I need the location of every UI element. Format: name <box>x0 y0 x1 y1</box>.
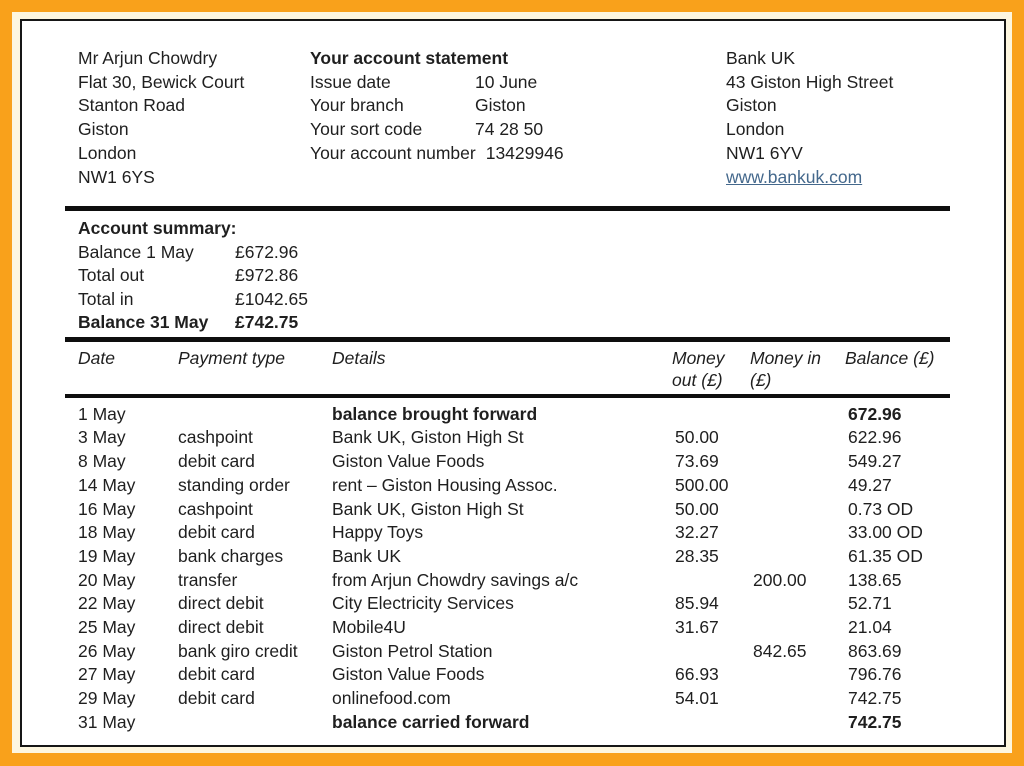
header-balance: Balance (£) <box>845 347 935 368</box>
customer-address-line: Flat 30, Bewick Court <box>78 71 245 92</box>
cell-date: 8 May <box>78 451 126 472</box>
cell-payment-type: cashpoint <box>178 498 253 519</box>
cell-balance: 796.76 <box>848 664 902 685</box>
summary-label: Balance 31 May <box>78 312 209 333</box>
table-row <box>65 403 950 427</box>
cell-money-out: 28.35 <box>675 545 719 566</box>
cell-balance: 622.96 <box>848 427 902 448</box>
statement-info-row <box>310 118 726 142</box>
cell-details: from Arjun Chowdry savings a/c <box>332 569 579 590</box>
cell-details: City Electricity Services <box>332 593 514 614</box>
header-section <box>78 47 984 189</box>
cell-money-in <box>750 687 845 711</box>
cell-payment-type: debit card <box>178 522 255 543</box>
statement-info-row <box>310 142 726 166</box>
cell-balance: 138.65 <box>848 569 902 590</box>
cell-money-out: 73.69 <box>675 451 719 472</box>
table-header-row <box>65 347 950 391</box>
cell-balance: 21.04 <box>848 617 892 638</box>
cell-money-in <box>750 426 845 450</box>
statement-info-value: 74 28 50 <box>475 119 544 140</box>
statement-page <box>20 19 1006 747</box>
bank-address-line: Bank UK <box>726 48 796 68</box>
cell-date: 22 May <box>78 593 136 614</box>
header-payment-type: Payment type <box>178 347 285 368</box>
cell-money-in <box>750 521 845 545</box>
cell-payment-type: direct debit <box>178 617 264 638</box>
summary-row <box>78 311 950 335</box>
cell-details: onlinefood.com <box>332 688 451 709</box>
cell-payment-type: direct debit <box>178 593 264 614</box>
cell-money-in <box>750 545 845 569</box>
divider-top <box>65 206 950 211</box>
cell-payment-type: debit card <box>178 451 255 472</box>
cell-details: Bank UK, Giston High St <box>332 498 524 519</box>
cell-money-in <box>750 616 845 640</box>
cell-money-in <box>750 711 845 735</box>
summary-row <box>78 241 950 265</box>
cell-balance: 742.75 <box>848 688 902 709</box>
cell-money-in <box>750 403 845 427</box>
divider-summary <box>65 337 950 342</box>
transactions-table <box>65 347 950 735</box>
cell-date: 14 May <box>78 474 136 495</box>
bank-website-link[interactable]: www.bankuk.com <box>726 166 863 187</box>
cell-date: 3 May <box>78 427 126 448</box>
cell-balance: 0.73 OD <box>848 498 914 519</box>
table-row <box>65 498 950 522</box>
statement-info-value: Giston <box>475 95 526 116</box>
cell-details: rent – Giston Housing Assoc. <box>332 474 558 495</box>
bank-address-line: London <box>726 119 785 140</box>
cell-payment-type: bank giro credit <box>178 640 298 661</box>
cell-money-out: 85.94 <box>675 593 719 614</box>
cell-payment-type <box>178 403 332 427</box>
cell-date: 31 May <box>78 711 136 732</box>
divider-header <box>65 394 950 398</box>
cell-money-in <box>750 498 845 522</box>
summary-value: £1042.65 <box>235 288 308 309</box>
table-row <box>65 569 950 593</box>
cell-details: balance carried forward <box>332 711 530 732</box>
bank-address <box>726 47 984 189</box>
table-row <box>65 426 950 450</box>
cell-money-in <box>750 450 845 474</box>
cell-payment-type <box>178 711 332 735</box>
summary-label: Balance 1 May <box>78 241 194 262</box>
summary-row <box>78 264 950 288</box>
cell-money-in <box>750 474 845 498</box>
cell-payment-type: transfer <box>178 569 238 590</box>
summary-value: £972.86 <box>235 265 299 286</box>
table-row <box>65 521 950 545</box>
table-row <box>65 711 950 735</box>
cell-date: 27 May <box>78 664 136 685</box>
cell-details: Bank UK, Giston High St <box>332 427 524 448</box>
cell-details: Mobile4U <box>332 617 406 638</box>
cell-payment-type: bank charges <box>178 545 284 566</box>
cell-money-out <box>672 569 750 593</box>
summary-row <box>78 288 950 312</box>
cell-balance: 549.27 <box>848 451 902 472</box>
cell-details: balance brought forward <box>332 403 538 424</box>
cell-money-in: 200.00 <box>753 569 807 590</box>
customer-address-line: Giston <box>78 119 129 140</box>
table-row <box>65 640 950 664</box>
bank-address-line: NW1 6YV <box>726 142 803 163</box>
statement-info-label: Your account number <box>310 142 476 163</box>
customer-address-line: NW1 6YS <box>78 166 155 187</box>
cell-details: Happy Toys <box>332 522 424 543</box>
cell-money-in: 842.65 <box>753 640 807 661</box>
summary-label: Total out <box>78 265 145 286</box>
cell-money-out: 50.00 <box>675 498 719 519</box>
cell-balance: 742.75 <box>848 711 902 732</box>
summary-label: Total in <box>78 288 134 309</box>
table-row <box>65 663 950 687</box>
summary-value: £672.96 <box>235 241 299 262</box>
cell-money-out <box>672 640 750 664</box>
cell-date: 26 May <box>78 640 136 661</box>
cell-money-in <box>750 663 845 687</box>
cell-payment-type: debit card <box>178 688 255 709</box>
table-body <box>65 403 950 735</box>
cell-money-out: 54.01 <box>675 688 719 709</box>
cell-details: Giston Petrol Station <box>332 640 493 661</box>
statement-info-label: Your sort code <box>310 119 423 140</box>
statement-info <box>310 47 726 189</box>
customer-address <box>78 47 310 189</box>
customer-address-line: London <box>78 142 137 163</box>
bank-address-line: 43 Giston High Street <box>726 71 894 92</box>
cell-balance: 33.00 OD <box>848 522 923 543</box>
table-row <box>65 474 950 498</box>
cell-date: 19 May <box>78 545 136 566</box>
cell-balance: 672.96 <box>848 403 902 424</box>
account-summary <box>65 217 950 335</box>
cell-balance: 49.27 <box>848 474 892 495</box>
statement-info-row <box>310 94 726 118</box>
cell-date: 1 May <box>78 403 126 424</box>
cell-money-in <box>750 592 845 616</box>
cell-date: 18 May <box>78 522 136 543</box>
cell-money-out: 500.00 <box>675 474 729 495</box>
cell-money-out: 50.00 <box>675 427 719 448</box>
statement-title: Your account statement <box>310 48 509 68</box>
table-row <box>65 545 950 569</box>
cell-payment-type: debit card <box>178 664 255 685</box>
statement-info-value: 13429946 <box>485 142 564 163</box>
cell-date: 25 May <box>78 617 136 638</box>
cell-date: 20 May <box>78 569 136 590</box>
statement-info-label: Your branch <box>310 95 404 116</box>
customer-address-line: Stanton Road <box>78 95 186 116</box>
table-row <box>65 450 950 474</box>
summary-value: £742.75 <box>235 312 299 333</box>
cell-details: Giston Value Foods <box>332 664 485 685</box>
customer-address-line: Mr Arjun Chowdry <box>78 48 218 68</box>
cell-payment-type: cashpoint <box>178 427 253 448</box>
table-row <box>65 616 950 640</box>
cell-money-out <box>672 711 750 735</box>
cell-details: Giston Value Foods <box>332 451 485 472</box>
statement-info-label: Issue date <box>310 71 391 92</box>
cell-balance: 52.71 <box>848 593 892 614</box>
header-money-out: Money out (£) <box>672 347 725 390</box>
header-details: Details <box>332 347 386 368</box>
cell-payment-type: standing order <box>178 474 290 495</box>
header-date: Date <box>78 347 115 368</box>
page-mat <box>12 12 1012 753</box>
cell-money-out: 31.67 <box>675 617 719 638</box>
header-money-in: Money in (£) <box>750 347 822 390</box>
cell-date: 16 May <box>78 498 136 519</box>
account-summary-title: Account summary: <box>78 218 237 239</box>
cell-details: Bank UK <box>332 545 402 566</box>
cell-balance: 863.69 <box>848 640 902 661</box>
cell-date: 29 May <box>78 688 136 709</box>
cell-balance: 61.35 OD <box>848 545 923 566</box>
table-row <box>65 687 950 711</box>
bank-address-line: Giston <box>726 95 777 116</box>
statement-info-row <box>310 71 726 95</box>
cell-money-out: 32.27 <box>675 522 719 543</box>
table-row <box>65 592 950 616</box>
cell-money-out <box>672 403 750 427</box>
cell-money-out: 66.93 <box>675 664 719 685</box>
statement-info-value: 10 June <box>475 71 538 92</box>
